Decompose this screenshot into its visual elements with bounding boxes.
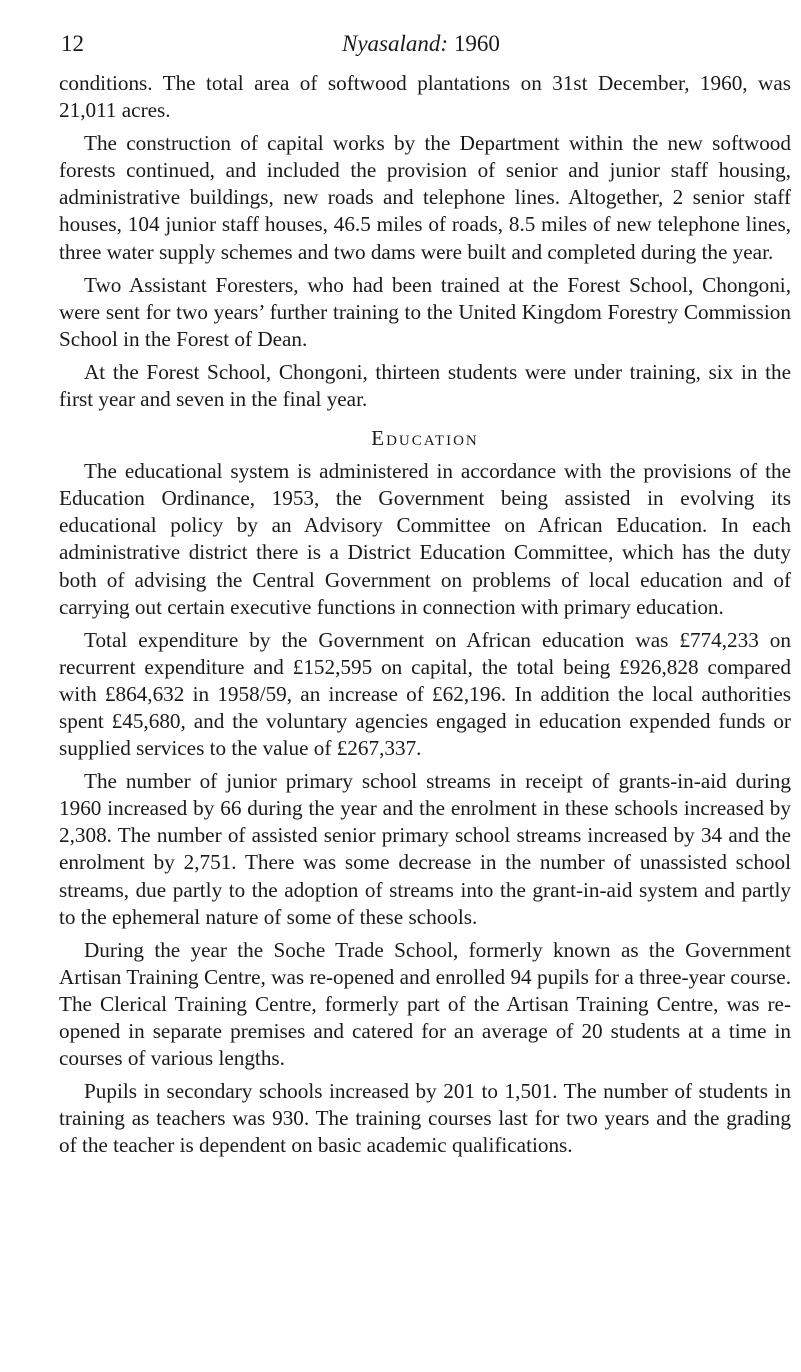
paragraph-forest-area: conditions. The total area of softwood plantations on 31st December, 1960, was 21,011 acres. [59,71,791,123]
paragraph-secondary-schools: Pupils in secondary schools increased by 201 to 1,501. The number of students in training as teachers was 930. The training courses last for two years and the grading of the teacher is dependent on basic academic qualifications. [59,1079,791,1158]
running-title [342,31,500,57]
paragraph-capital-works: The construction of capital works by the Department within the new softwood forests continued, and included the provision of senior and junior staff housing, administrative buildings, new roads and telephone lines. Altogether, 2 senior staff houses, 104 junior staff houses, 46.5 miles of roads, 8.5 miles of new telephone lines, three water supply schemes and two dams were built and completed during the year. [59,131,791,264]
paragraph-forest-school: At the Forest School, Chongoni, thirteen students were under training, six in the first year and seven in the final year. [59,359,791,412]
body-text [59,70,791,1159]
running-year: 1960 [453,31,500,56]
section-heading-education: Education [371,426,479,451]
running-head [59,31,791,61]
running-title-text: Nyasaland: [342,31,449,56]
paragraph-trade-school: During the year the Soche Trade School, formerly known as the Government Artisan Training Centre, was re-opened and enrolled 94 pupils for a three-year course. The Clerical Training Centre, formerly part of the Artisan Training Centre, was re-opened in separate premises and catered for an average of 20 students at a time in courses of various lengths. [59,937,791,1071]
paragraph-educational-system: The educational system is administered in accordance with the provisions of the Education Ordinance, 1953, the Government being assisted in evolving its educational policy by an Advisory Committee on African Education. In each administrative district there is a District Education Committee, which has the duty both of advising the Central Government on problems of local education and of carrying out certain executive functions in connection with primary education. [59,459,791,619]
page-number: 12 [61,31,84,56]
paragraph-expenditure: Total expenditure by the Government on African education was £774,233 on recurrent expenditure and £152,595 on capital, the total being £926,828 compared with £864,632 in 1958/59, an increase of £62,196. In addition the local authorities spent £45,680, and the voluntary agencies engaged in education expended funds or supplied services to the value of £267,337. [59,627,791,761]
paragraph-assistant-foresters: Two Assistant Foresters, who had been trained at the Forest School, Chongoni, were sent for two years’ further training to the United Kingdom Forestry Commission School in the Forest of Dean. [59,272,791,351]
paragraph-primary-streams: The number of junior primary school streams in receipt of grants-in-aid during 1960 increased by 66 during the year and the enrolment in these schools increased by 2,308. The number of assisted senior primary school streams increased by 34 and the enrolment by 2,751. There was some decrease in the number of unassisted school streams, due partly to the adoption of streams into the grant-in-aid system and partly to the ephemeral nature of some of these schools. [59,769,791,929]
